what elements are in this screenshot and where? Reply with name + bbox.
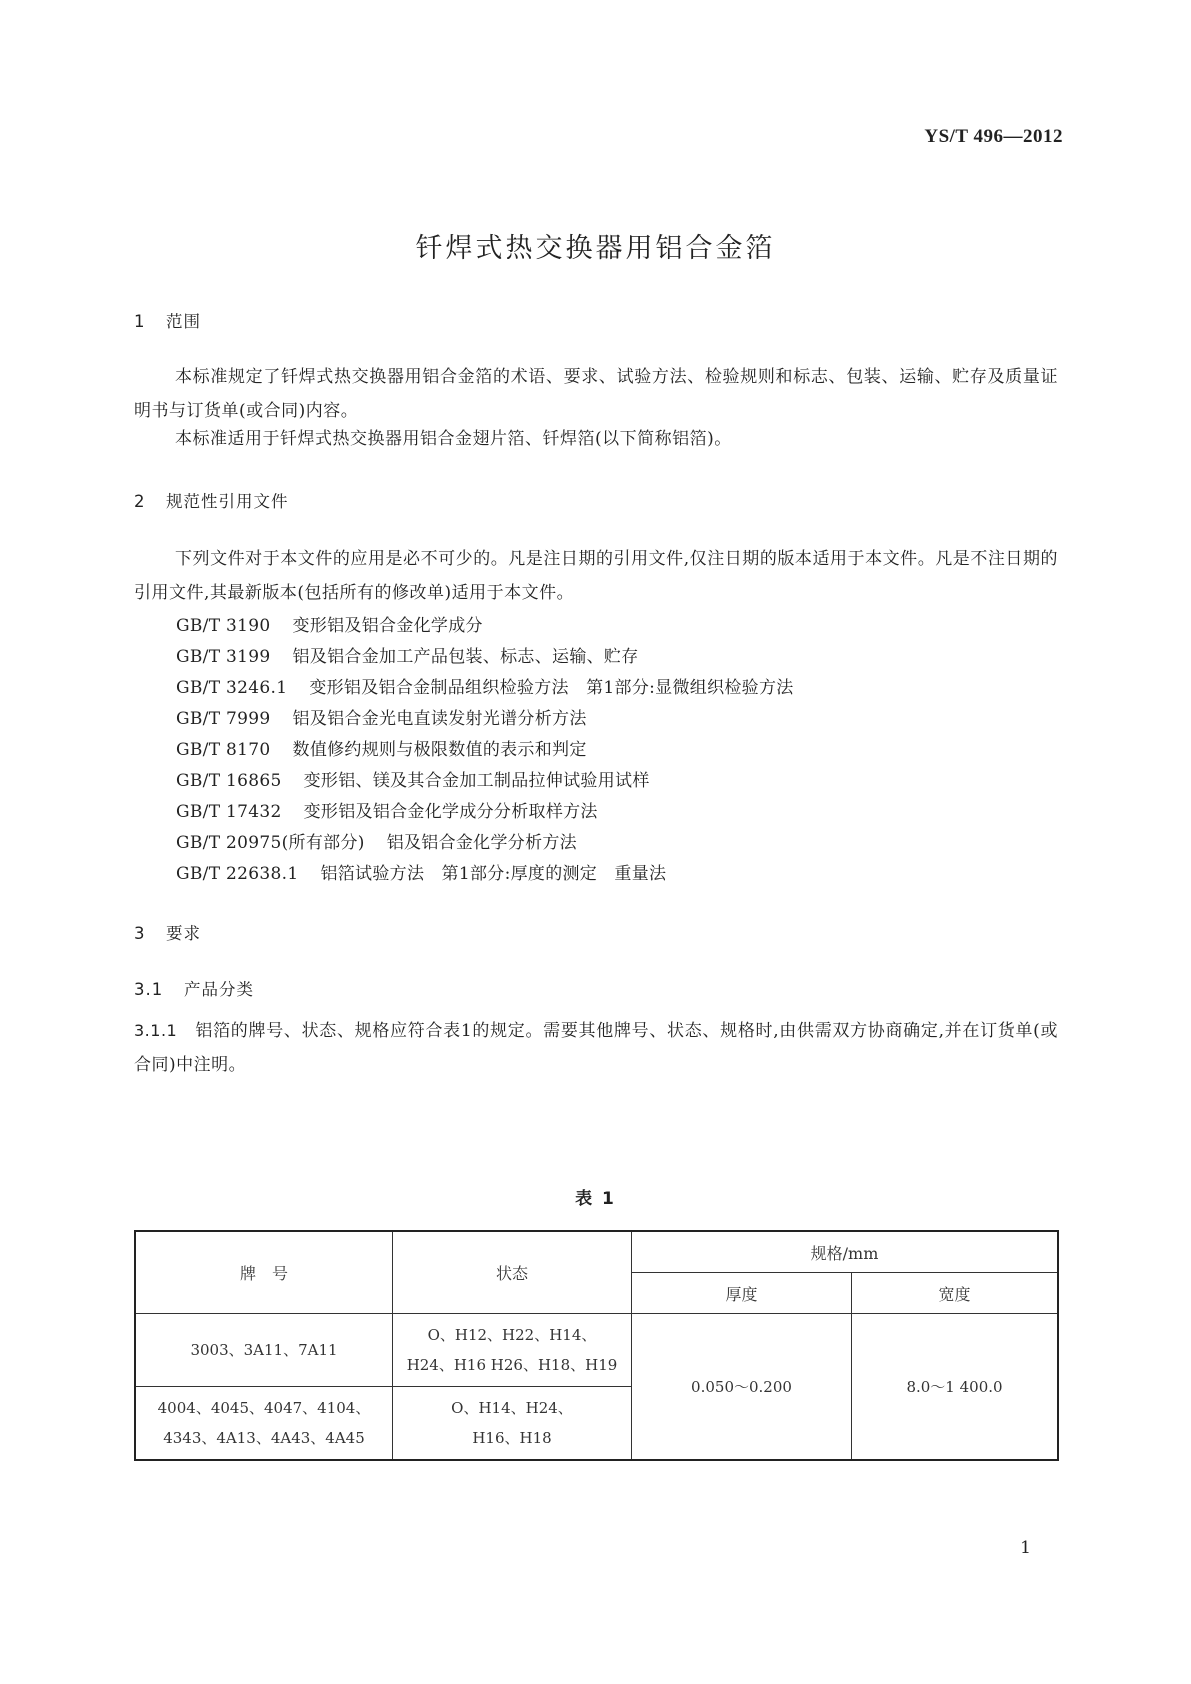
section-1-number: 1: [134, 312, 146, 331]
cell-line: 3003、3A11、7A11: [190, 1341, 338, 1359]
page-number: 1: [1020, 1538, 1031, 1558]
header-grade: 牌 号: [135, 1231, 393, 1314]
reference-code: GB/T 7999: [176, 709, 271, 729]
header-temper: 状态: [393, 1231, 632, 1314]
section-2-title: 规范性引用文件: [166, 492, 289, 511]
reference-title: 数值修约规则与极限数值的表示和判定: [292, 740, 587, 760]
reference-item: [176, 859, 666, 884]
reference-item: [176, 673, 794, 698]
reference-title: 变形铝及铝合金化学成分分析取样方法: [303, 802, 598, 822]
cell-temper: [393, 1314, 632, 1387]
reference-code: GB/T 3190: [176, 616, 271, 636]
cell-thickness: 0.050～0.200: [632, 1314, 852, 1461]
cell-line: O、H12、H22、H14、: [427, 1326, 597, 1344]
clause-text: 铝箔的牌号、状态、规格应符合表1的规定。需要其他牌号、状态、规格时,由供需双方协商确定,并在订货单(或合同)中注明。: [134, 1021, 1058, 1075]
section-1-paragraph: 本标准适用于钎焊式热交换器用铝合金翅片箔、钎焊箔(以下简称铝箔)。: [175, 429, 732, 449]
cell-temper: [393, 1387, 632, 1461]
section-1-heading: [134, 308, 201, 332]
reference-title: 铝及铝合金加工产品包装、标志、运输、贮存: [292, 647, 639, 667]
reference-item: [176, 828, 577, 853]
reference-title: 变形铝及铝合金制品组织检验方法 第1部分:显微组织检验方法: [309, 678, 794, 698]
clause-3-1-1: [134, 1014, 1058, 1082]
reference-code: GB/T 20975(所有部分): [176, 833, 365, 853]
reference-code: GB/T 22638.1: [176, 864, 299, 884]
reference-item: [176, 797, 598, 822]
section-3-heading: [134, 920, 201, 944]
section-2-heading: [134, 488, 289, 512]
section-3-1-heading: [134, 976, 254, 1000]
reference-title: 铝及铝合金光电直读发射光谱分析方法: [292, 709, 587, 729]
section-3-1-number: 3.1: [134, 980, 164, 999]
spec-table: [134, 1230, 1059, 1461]
reference-title: 变形铝、镁及其合金加工制品拉伸试验用试样: [303, 771, 650, 791]
reference-title: 铝及铝合金化学分析方法: [386, 833, 577, 853]
table-caption: 表 1: [575, 1189, 616, 1209]
header-thickness: 厚度: [632, 1273, 852, 1314]
table-header-row: [135, 1231, 1058, 1273]
reference-title: 变形铝及铝合金化学成分: [292, 616, 483, 636]
cell-line: 4343、4A13、4A43、4A45: [163, 1429, 365, 1447]
cell-line: O、H14、H24、: [451, 1399, 573, 1417]
reference-item: [176, 704, 587, 729]
reference-code: GB/T 3199: [176, 647, 271, 667]
header-spec: 规格/mm: [632, 1231, 1059, 1273]
header-width: 宽度: [852, 1273, 1059, 1314]
reference-code: GB/T 17432: [176, 802, 282, 822]
section-3-number: 3: [134, 924, 146, 943]
document-title: 钎焊式热交换器用铝合金箔: [415, 233, 776, 264]
table-row: [135, 1314, 1058, 1387]
reference-item: [176, 611, 483, 636]
standard-code: YS/T 496—2012: [924, 126, 1063, 147]
reference-code: GB/T 16865: [176, 771, 282, 791]
reference-item: [176, 766, 650, 791]
reference-item: [176, 735, 587, 760]
cell-line: H24、H16 H26、H18、H19: [406, 1356, 618, 1374]
section-1-paragraph: 本标准规定了钎焊式热交换器用铝合金箔的术语、要求、试验方法、检验规则和标志、包装、运输、贮存及质量证明书与订货单(或合同)内容。: [134, 367, 1058, 421]
reference-code: GB/T 8170: [176, 740, 271, 760]
section-3-1-title: 产品分类: [184, 980, 254, 999]
reference-code: GB/T 3246.1: [176, 678, 288, 698]
section-2-intro: 下列文件对于本文件的应用是必不可少的。凡是注日期的引用文件,仅注日期的版本适用于本文件。凡是不注日期的引用文件,其最新版本(包括所有的修改单)适用于本文件。: [134, 549, 1058, 603]
section-1-title: 范围: [166, 312, 201, 331]
clause-number: 3.1.1: [134, 1021, 178, 1040]
cell-grade: [135, 1314, 393, 1387]
section-3-title: 要求: [166, 924, 201, 943]
section-2-number: 2: [134, 492, 146, 511]
cell-width: 8.0～1 400.0: [852, 1314, 1059, 1461]
cell-grade: [135, 1387, 393, 1461]
cell-line: H16、H18: [472, 1429, 552, 1447]
reference-item: [176, 642, 639, 667]
cell-line: 4004、4045、4047、4104、: [157, 1399, 371, 1417]
reference-title: 铝箔试验方法 第1部分:厚度的测定 重量法: [320, 864, 667, 884]
